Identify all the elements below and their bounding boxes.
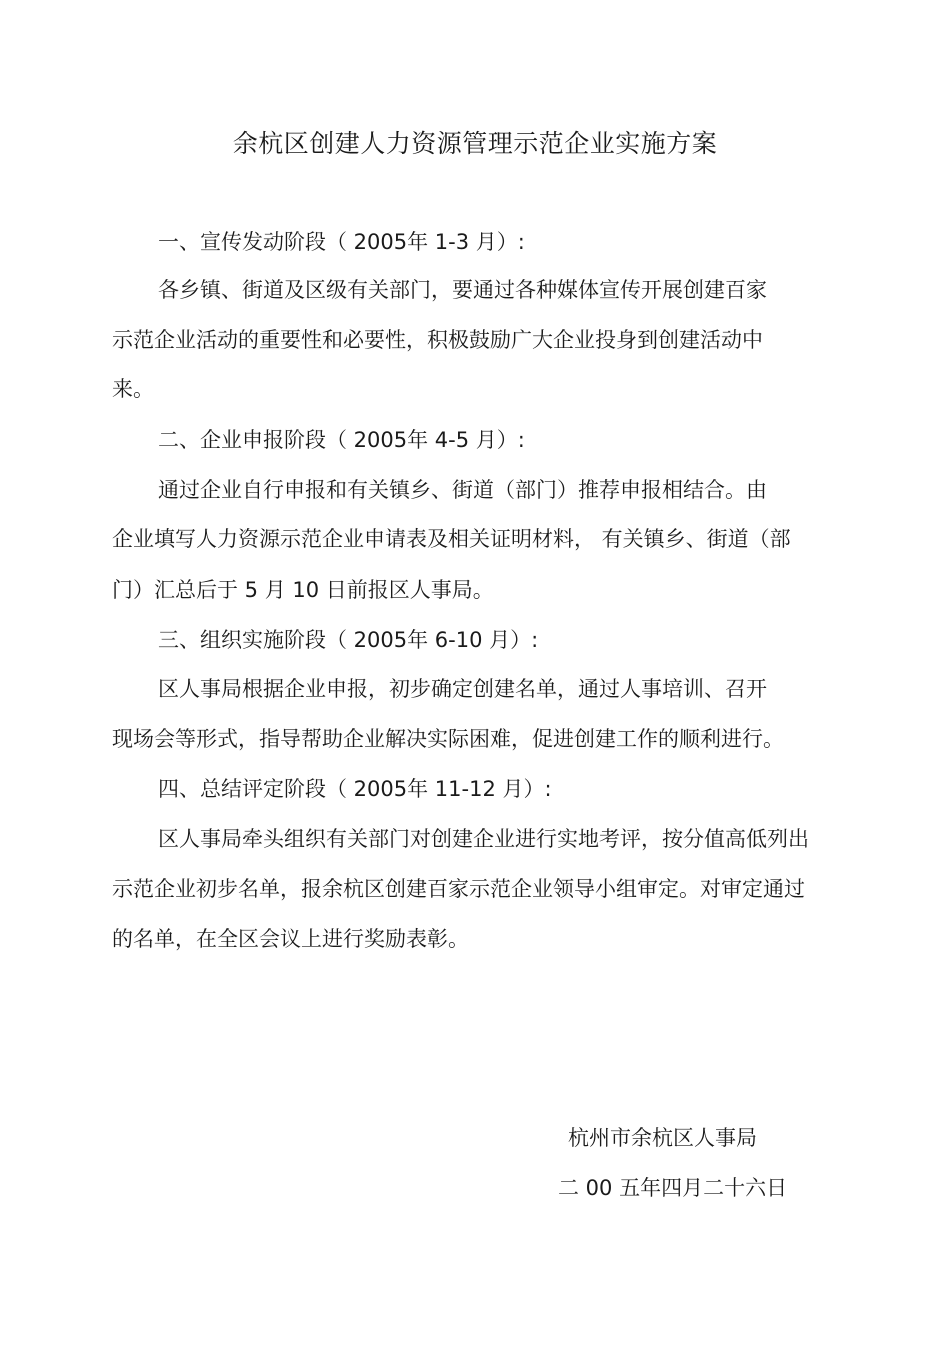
section-heading-stage3: 三、组织实施阶段（ 2005年 6-10 月）: bbox=[158, 628, 539, 652]
section-heading-stage4: 四、总结评定阶段（ 2005年 11-12 月）: bbox=[158, 777, 552, 801]
section-heading-stage1: 一、宣传发动阶段（ 2005年 1-3 月）: bbox=[158, 230, 525, 254]
paragraph-line: 门）汇总后于 5 月 10 日前报区人事局。 bbox=[112, 578, 494, 602]
paragraph-line: 企业填写人力资源示范企业申请表及相关证明材料， 有关镇乡、街道（部 bbox=[112, 527, 791, 551]
paragraph-line: 各乡镇、街道及区级有关部门，要通过各种媒体宣传开展创建百家 bbox=[158, 278, 767, 302]
signature-org: 杭州市余杭区人事局 bbox=[568, 1126, 757, 1150]
paragraph-line: 示范企业活动的重要性和必要性，积极鼓励广大企业投身到创建活动中 bbox=[112, 328, 763, 352]
paragraph-line: 来。 bbox=[112, 377, 154, 401]
signature-date: 二 00 五年四月二十六日 bbox=[558, 1176, 788, 1200]
document-title: 余杭区创建人力资源管理示范企业实施方案 bbox=[232, 129, 718, 158]
paragraph-line: 区人事局牵头组织有关部门对创建企业进行实地考评，按分值高低列出 bbox=[158, 827, 809, 851]
paragraph-line: 的名单，在全区会议上进行奖励表彰。 bbox=[112, 927, 469, 951]
paragraph-line: 现场会等形式，指导帮助企业解决实际困难，促进创建工作的顺利进行。 bbox=[112, 727, 784, 751]
paragraph-line: 通过企业自行申报和有关镇乡、街道（部门）推荐申报相结合。由 bbox=[158, 478, 767, 502]
paragraph-line: 示范企业初步名单，报余杭区创建百家示范企业领导小组审定。对审定通过 bbox=[112, 877, 805, 901]
paragraph-line: 区人事局根据企业申报，初步确定创建名单，通过人事培训、召开 bbox=[158, 677, 767, 701]
section-heading-stage2: 二、企业申报阶段（ 2005年 4-5 月）: bbox=[158, 428, 525, 452]
